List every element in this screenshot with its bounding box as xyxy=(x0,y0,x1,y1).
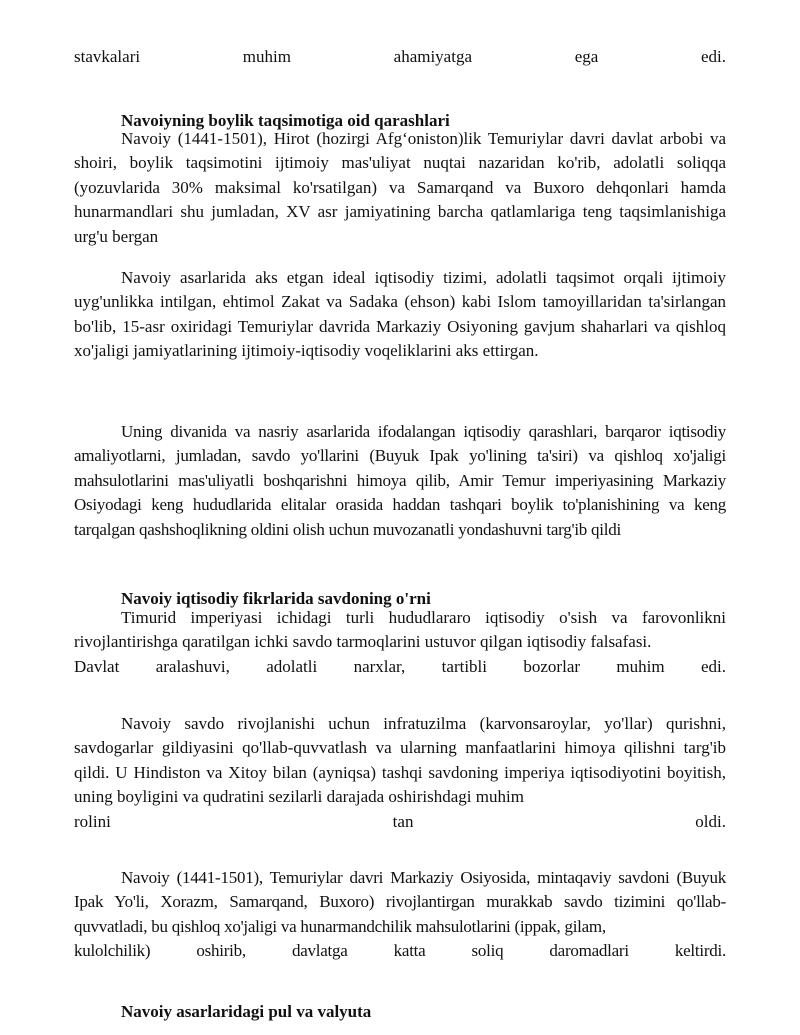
paragraph-text: Navoiy (1441-1501), Temuriylar davri Markaziy Osiyosida, mintaqaviy savdoni (Buyuk Ipak Yo'li, Xorazm, Samarqand, Buxoro) rivojlantirgan murakkab savdo tizimini qo'llab-quvvatladi, bu qishloq xo'jaligi va hunarmandchilik mahsulotlarini (ippak, gilam, xyxy=(74,868,726,936)
paragraph-last-line: kulolchilik) oshirib, davlatga katta soliq daromadlari keltirdi. xyxy=(74,941,726,961)
paragraph-text: Navoiy asarlarida aks etgan ideal iqtisodiy tizimi, adolatli taqsimot orqali ijtimoiy uyg'unlikka intilgan, ehtimol Zakat va Sadaka (ehson) kabi Islom tamoyillaridan ta'sirlangan bo'lib, 15-asr oxiridagi Temuriylar davrida Markaziy Osiyoning gavjum shaharlari va qishloq xo'jaligi jamiyatlarining ijtimoiy-iqtisodiy voqeliklarini aks ettirgan. xyxy=(74,268,726,361)
paragraph-continuation xyxy=(74,45,726,69)
paragraph xyxy=(74,606,726,679)
section-heading xyxy=(74,1000,726,1024)
paragraph xyxy=(74,127,726,249)
paragraph xyxy=(74,866,726,964)
paragraph xyxy=(74,420,726,542)
paragraph-text: Navoiy savdo rivojlanishi uchun infratuzilma (karvonsaroylar, yo'llar) qurishni, savdogarlar gildiyasini qo'llab-quvvatlash va ularning manfaatlarini himoya qilishni targ'ib qildi. U Hindiston va Xitoy bilan (ayniqsa) tashqi savdoning imperiya iqtisodiyotini boyitish, uning boyligini va qudratini sezilarli darajada oshirishdagi muhim xyxy=(74,714,726,807)
paragraph-line: stavkalari muhim ahamiyatga ega edi. xyxy=(74,47,726,66)
paragraph-text: Timurid imperiyasi ichidagi turli hududlararo iqtisodiy o'sish va farovonlikni rivojlantirishga qaratilgan ichki savdo tarmoqlarini ustuvor qilgan iqtisodiy falsafasi. xyxy=(74,608,726,652)
paragraph-text: Navoiy (1441-1501), Hirot (hozirgi Afg‘oniston)lik Temuriylar davri davlat arbobi va shoiri, boylik taqsimotini ijtimoiy mas'uliyat nuqtai nazaridan ko'rib, adolatli soliqqa (yozuvlarida 30% maksimal ko'rsatilgan) va Samarqand va Buxoro dehqonlari hamda hunarmandlari shu jumladan, XV asr jamiyatining barcha qatlamlariga teng taqsimlanishiga urg'u bergan xyxy=(74,129,726,246)
heading-text: Navoiy asarlaridagi pul va valyuta xyxy=(121,1002,372,1021)
paragraph-last-line: Davlat aralashuvi, adolatli narxlar, tartibli bozorlar muhim edi. xyxy=(74,656,726,676)
paragraph-last-line: rolini tan oldi. xyxy=(74,811,726,831)
paragraph xyxy=(74,712,726,834)
paragraph xyxy=(74,266,726,364)
heading-text: Navoiy iqtisodiy fikrlarida savdoning o'rni xyxy=(121,589,431,608)
heading-text: Navoiyning boylik taqsimotiga oid qarashlari xyxy=(121,111,450,130)
paragraph-text: Uning divanida va nasriy asarlarida ifodalangan iqtisodiy qarashlari, barqaror iqtisodiy amaliyotlarni, jumladan, savdo yo'llarini (Buyuk Ipak yo'lining ta'siri) va qishloq xo'jaligi mahsulotlarini mas'uliyatli boshqarishni himoya qilib, Amir Temur imperiyasining Markaziy Osiyodagi keng hududlarida elitalar orasida haddan tashqari boylik to'planishining va keng tarqalgan qashshoqlikning oldini olish uchun muvozanatli yondashuvni targ'ib qildi xyxy=(74,422,726,539)
